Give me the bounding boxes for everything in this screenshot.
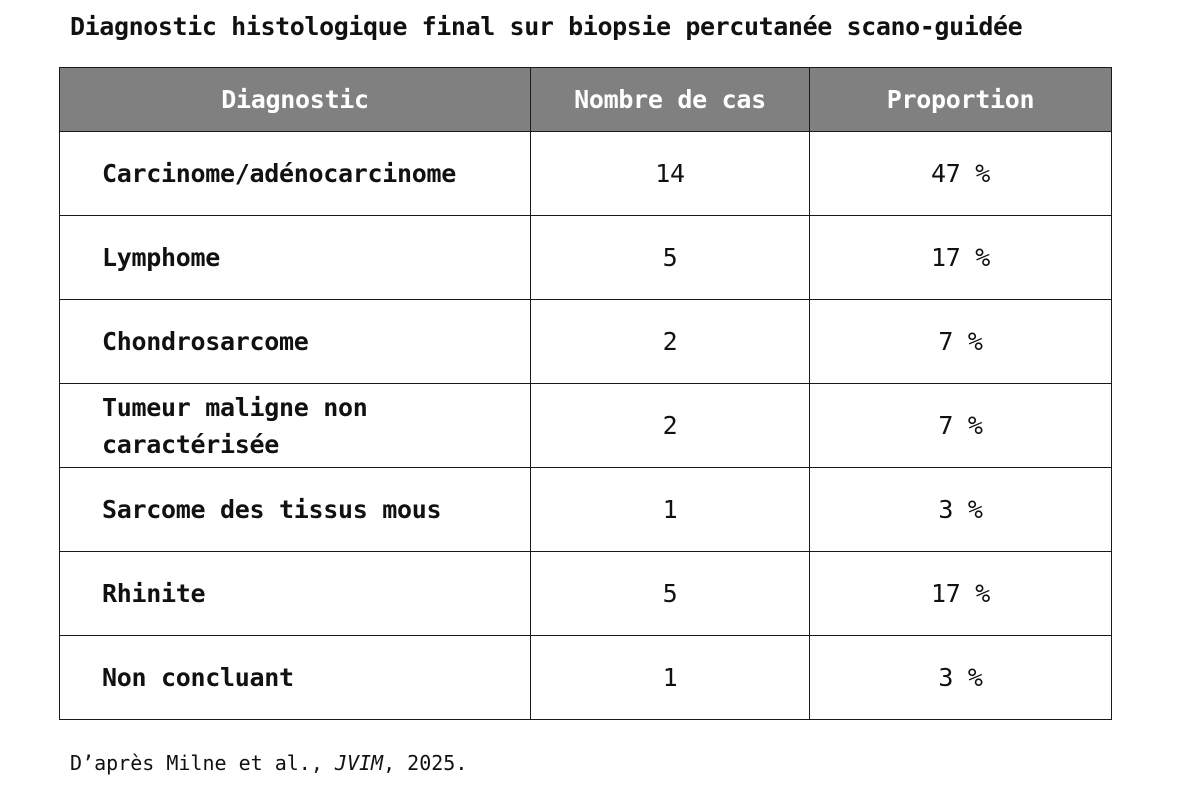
diagnostic-cell: Tumeur maligne non caractérisée	[60, 384, 531, 468]
source-citation	[70, 751, 467, 775]
proportion-cell: 47 %	[810, 132, 1112, 216]
diagnostic-cell: Carcinome/adénocarcinome	[60, 132, 531, 216]
diagnostic-cell: Chondrosarcome	[60, 300, 531, 384]
case-count-cell: 1	[531, 636, 810, 720]
case-count-cell: 5	[531, 216, 810, 300]
column-header-proportion: Proportion	[810, 68, 1112, 132]
table-row	[60, 384, 1112, 468]
table-row	[60, 216, 1112, 300]
table-row	[60, 300, 1112, 384]
diagnostic-cell: Non concluant	[60, 636, 531, 720]
diagnostic-cell: Rhinite	[60, 552, 531, 636]
table-row	[60, 636, 1112, 720]
case-count-cell: 5	[531, 552, 810, 636]
table-title: Diagnostic histologique final sur biopsie percutanée scano-guidée	[70, 12, 1023, 41]
case-count-cell: 2	[531, 300, 810, 384]
diagnostic-cell: Sarcome des tissus mous	[60, 468, 531, 552]
source-prefix: D’après Milne et al.,	[70, 751, 335, 775]
table-row	[60, 132, 1112, 216]
case-count-cell: 1	[531, 468, 810, 552]
table-row	[60, 468, 1112, 552]
column-header-diagnostic: Diagnostic	[60, 68, 531, 132]
header-row	[60, 68, 1112, 132]
column-header-case-count: Nombre de cas	[531, 68, 810, 132]
diagnostic-cell: Lymphome	[60, 216, 531, 300]
case-count-cell: 2	[531, 384, 810, 468]
source-journal: JVIM	[334, 751, 384, 775]
proportion-cell: 3 %	[810, 468, 1112, 552]
table-row	[60, 552, 1112, 636]
proportion-cell: 17 %	[810, 552, 1112, 636]
proportion-cell: 3 %	[810, 636, 1112, 720]
diagnosis-table	[59, 67, 1112, 720]
proportion-cell: 17 %	[810, 216, 1112, 300]
source-suffix: , 2025.	[383, 751, 468, 775]
proportion-cell: 7 %	[810, 384, 1112, 468]
case-count-cell: 14	[531, 132, 810, 216]
proportion-cell: 7 %	[810, 300, 1112, 384]
